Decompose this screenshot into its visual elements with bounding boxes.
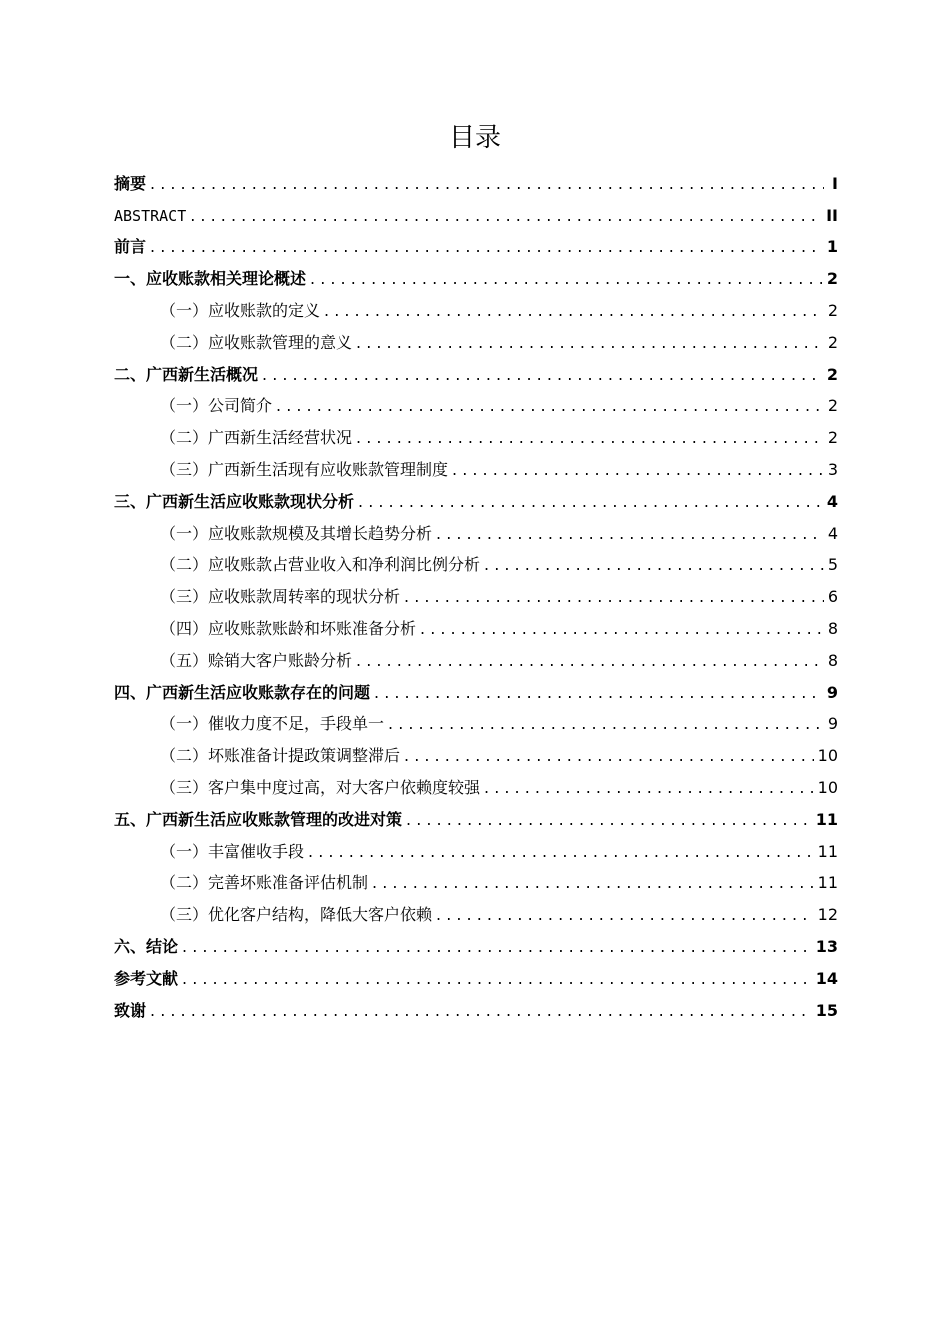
toc-entry-label: ABSTRACT <box>114 206 187 225</box>
toc-entry-number: （二） <box>160 873 209 893</box>
dot-leader <box>436 524 824 544</box>
toc-entry[interactable] <box>114 550 838 582</box>
dot-leader <box>374 683 823 703</box>
toc-entry-label: 坏账准备计提政策调整滞后 <box>208 746 401 766</box>
toc-entry-page-number: 8 <box>827 619 838 639</box>
toc-entry-page-number: 1 <box>826 237 838 257</box>
toc-entry[interactable] <box>114 295 838 327</box>
toc-entry-page-number: 6 <box>827 587 838 607</box>
toc-entry[interactable] <box>114 232 838 264</box>
dot-leader <box>452 460 824 480</box>
toc-entry-number: （一） <box>160 714 209 734</box>
toc-entry-page-number: 9 <box>826 682 838 702</box>
toc-entry[interactable] <box>114 995 838 1027</box>
dot-leader <box>150 1001 812 1021</box>
toc-entry[interactable] <box>114 868 838 900</box>
toc-entry-number: （三） <box>160 587 209 607</box>
toc-entry[interactable] <box>114 645 838 677</box>
toc-entry-number: （二） <box>160 555 209 575</box>
table-of-contents <box>114 168 838 1027</box>
toc-entry-page-number: 5 <box>827 555 838 575</box>
toc-entry-page-number: 15 <box>815 1000 838 1020</box>
toc-entry[interactable] <box>114 581 838 613</box>
toc-entry-label: 致谢 <box>114 1000 147 1020</box>
toc-entry[interactable] <box>114 931 838 963</box>
dot-leader <box>356 651 824 671</box>
toc-entry-label: 广西新生活概况 <box>146 364 259 384</box>
dot-leader <box>404 746 814 766</box>
toc-entry-page-number: 14 <box>815 968 838 988</box>
toc-entry-label: 广西新生活应收账款管理的改进对策 <box>146 809 403 829</box>
dot-leader <box>404 587 824 607</box>
toc-entry-page-number: 8 <box>827 650 838 670</box>
toc-entry-page-number: 10 <box>817 746 838 766</box>
toc-entry-label: 客户集中度过高，对大客户依赖度较强 <box>208 778 481 798</box>
toc-entry[interactable] <box>114 899 838 931</box>
toc-entry-label: 应收账款规模及其增长趋势分析 <box>208 523 433 543</box>
dot-leader <box>356 428 824 448</box>
toc-entry-page-number: 4 <box>827 523 838 543</box>
toc-entry-page-number: 2 <box>827 428 838 448</box>
dot-leader <box>262 365 823 385</box>
toc-entry-number: （三） <box>160 778 209 798</box>
toc-entry-label: 应收账款占营业收入和净利润比例分析 <box>208 555 481 575</box>
toc-entry-page-number: I <box>832 173 838 193</box>
toc-entry-page-number: II <box>826 205 838 225</box>
dot-leader <box>182 937 812 957</box>
toc-entry-number: （一） <box>160 301 209 321</box>
toc-entry-page-number: 3 <box>827 460 838 480</box>
toc-entry[interactable] <box>114 613 838 645</box>
toc-entry-number: （五） <box>160 650 209 670</box>
toc-entry-page-number: 11 <box>817 873 838 893</box>
toc-entry-label: 应收账款账龄和坏账准备分析 <box>208 619 417 639</box>
toc-entry-number: 三、 <box>114 491 147 511</box>
dot-leader <box>310 269 823 289</box>
toc-entry[interactable] <box>114 772 838 804</box>
toc-entry-label: 应收账款的定义 <box>208 301 321 321</box>
toc-entry[interactable] <box>114 422 838 454</box>
toc-entry[interactable] <box>114 454 838 486</box>
toc-entry-number: （一） <box>160 396 209 416</box>
toc-entry-label: 广西新生活应收账款现状分析 <box>146 491 355 511</box>
toc-entry-number: 五、 <box>114 809 147 829</box>
toc-entry-number: （二） <box>160 428 209 448</box>
toc-entry[interactable] <box>114 200 838 232</box>
dot-leader <box>420 619 824 639</box>
toc-entry-label: 应收账款相关理论概述 <box>146 269 307 289</box>
toc-entry[interactable] <box>114 327 838 359</box>
dot-leader <box>276 396 824 416</box>
toc-entry-page-number: 11 <box>817 841 838 861</box>
toc-entry[interactable] <box>114 486 838 518</box>
toc-entry[interactable] <box>114 709 838 741</box>
toc-entry-page-number: 4 <box>826 491 838 511</box>
dot-leader <box>324 301 824 321</box>
dot-leader <box>150 237 823 257</box>
toc-entry[interactable] <box>114 804 838 836</box>
dot-leader <box>406 810 812 830</box>
toc-entry-number: （二） <box>160 746 209 766</box>
toc-entry[interactable] <box>114 518 838 550</box>
toc-entry-label: 应收账款管理的意义 <box>208 332 353 352</box>
toc-entry-number: （二） <box>160 332 209 352</box>
toc-entry-page-number: 2 <box>827 396 838 416</box>
toc-entry-number: （四） <box>160 619 209 639</box>
toc-entry-label: 应收账款周转率的现状分析 <box>208 587 401 607</box>
page-title: 目录 <box>448 123 501 153</box>
toc-entry-number: （三） <box>160 905 209 925</box>
toc-entry-label: 完善坏账准备评估机制 <box>208 873 369 893</box>
dot-leader <box>356 333 824 353</box>
toc-entry-page-number: 11 <box>815 809 838 829</box>
toc-entry-label: 前言 <box>114 237 147 257</box>
toc-entry-number: 二、 <box>114 364 147 384</box>
toc-entry[interactable] <box>114 391 838 423</box>
toc-entry-label: 广西新生活现有应收账款管理制度 <box>208 460 449 480</box>
dot-leader <box>182 969 812 989</box>
toc-entry-label: 结论 <box>146 937 179 957</box>
toc-entry-number: （三） <box>160 460 209 480</box>
toc-entry-page-number: 9 <box>827 714 838 734</box>
toc-entry-label: 摘要 <box>114 173 147 193</box>
dot-leader <box>150 174 824 194</box>
dot-leader <box>308 842 814 862</box>
dot-leader <box>484 778 814 798</box>
toc-entry-label: 公司简介 <box>208 396 273 416</box>
toc-entry-page-number: 2 <box>827 301 838 321</box>
toc-entry-page-number: 2 <box>826 269 838 289</box>
toc-entry-number: （一） <box>160 523 209 543</box>
toc-entry-label: 赊销大客户账龄分析 <box>208 650 353 670</box>
toc-entry-number: 六、 <box>114 937 147 957</box>
toc-entry-label: 丰富催收手段 <box>208 841 305 861</box>
toc-entry-number: 四、 <box>114 682 147 702</box>
toc-entry[interactable] <box>114 677 838 709</box>
toc-entry-number: （一） <box>160 841 209 861</box>
toc-entry-page-number: 13 <box>815 937 838 957</box>
toc-entry-label: 优化客户结构，降低大客户依赖 <box>208 905 433 925</box>
toc-entry-label: 广西新生活经营状况 <box>208 428 353 448</box>
dot-leader <box>436 905 814 925</box>
toc-entry[interactable] <box>114 359 838 391</box>
dot-leader <box>372 873 814 893</box>
toc-entry-page-number: 2 <box>827 332 838 352</box>
dot-leader <box>358 492 823 512</box>
dot-leader <box>484 555 824 575</box>
toc-entry-label: 催收力度不足，手段单一 <box>208 714 385 734</box>
toc-entry-page-number: 10 <box>817 778 838 798</box>
toc-entry[interactable] <box>114 740 838 772</box>
toc-entry[interactable] <box>114 263 838 295</box>
toc-entry-number: 一、 <box>114 269 147 289</box>
toc-entry[interactable] <box>114 836 838 868</box>
toc-entry-page-number: 2 <box>826 364 838 384</box>
toc-entry[interactable] <box>114 168 838 200</box>
toc-entry-label: 参考文献 <box>114 968 179 988</box>
dot-leader <box>388 714 824 734</box>
toc-entry-page-number: 12 <box>817 905 838 925</box>
toc-entry-label: 广西新生活应收账款存在的问题 <box>146 682 371 702</box>
toc-entry[interactable] <box>114 963 838 995</box>
dot-leader <box>190 206 822 226</box>
